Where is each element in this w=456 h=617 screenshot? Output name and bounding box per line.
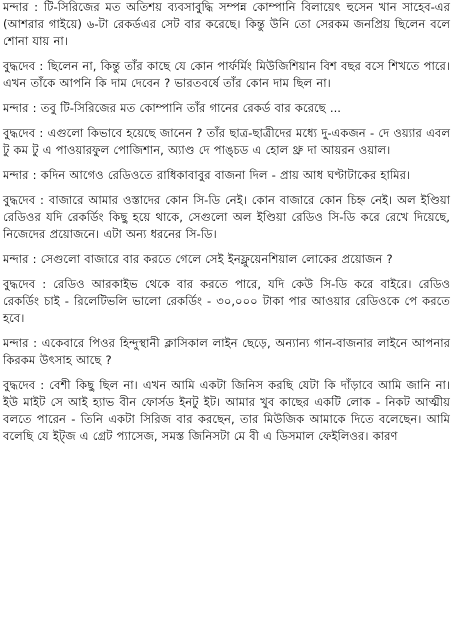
speaker-label: বুদ্ধদেব :: [3, 277, 47, 291]
paragraph-mandar-3: [3, 167, 450, 184]
paragraph-text: বাজারে আমার ওস্তাদের কোন সি-ডি নেই। কোন বাজারে কোন চিহ্ন নেই। অল ইণ্ডিয়া রেডিওর যদি রেকর্ডিং কিছু হয়ে থাকে, সেগুলো অল ইণ্ডিয়া রেডিও সি-ডি করে রেখে দিয়েছে, নিজেদের প্রয়োজনে। এটা অন্য ধরনের সি-ডি।: [3, 193, 451, 241]
paragraph-text: সেগুলো বাজারে বার করতে গেলে সেই ইনফ্লুয়েনশিয়াল লোকের প্রয়োজন ?: [40, 252, 393, 266]
speaker-label: মন্দার :: [3, 336, 38, 350]
paragraph-mandar-4: [3, 251, 450, 268]
paragraph-text: রেডিও আরকাইভ থেকে বার করতে পারে, যদি কেউ সি-ডি করে বাইরে। রেডিও রেকর্ডিং চাই - রিলেটিভলি ভালো রেকর্ডিং - ৩০,০০০ টাকা পার আওয়ার রেডিওকে পে করতে হবে।: [3, 277, 451, 325]
paragraph-text: টি-সিরিজের মত অতিশয় ব্যবসাবুদ্ধি সম্পন্ন কোম্পানি বিলায়েৎ হুসেন খান সাহেব-এর (আশরার গাইয়ে) ৬-টা রেকর্ডএর সেট বার করেছে। কিন্তু উনি তো সেরকম জনপ্রিয় ছিলেন বলে শোনা যায় না।: [3, 0, 450, 48]
paragraph-text: বেশী কিছু ছিল না। এখন আমি একটা জিনিস করছি যেটা কি দাঁড়াবে আমি জানি না। ইউ মাইট সে আই হ্যাভ বীন ফোর্সড ইনটু ইট। আমার খুব কাছের একটি লোক - নিকট আত্মীয় বলতে পারেন - তিনি একটা সিরিজ বার করছেন, তার মিউজিক আমাকে দিতে বলেছেন। আমি বলেছি যে ইট্জ এ গ্রেট প্যাসেজ, সমস্ত জিনিসটা মে বী এ ডিসমাল ফেইলিওর। কারণ: [3, 378, 450, 443]
speaker-label: মন্দার :: [3, 168, 37, 182]
speaker-label: বুদ্ধদেব :: [3, 193, 44, 207]
speaker-label: বুদ্ধদেব :: [3, 378, 45, 392]
paragraph-buddhadev-3: [3, 192, 450, 243]
paragraph-text: কদিন আগেও রেডিওতে রাধিকাবাবুর বাজনা দিল - প্রায় আধ ঘণ্টাটাকের হামির।: [40, 168, 411, 182]
paragraph-mandar-5: [3, 335, 450, 369]
speaker-label: মন্দার :: [3, 0, 39, 14]
paragraph-buddhadev-5: [3, 377, 450, 445]
paragraph-buddhadev-4: [3, 276, 450, 327]
paragraph-buddhadev-1: [3, 58, 450, 92]
paragraph-mandar-1: [3, 0, 450, 50]
paragraph-text: একেবারে পিওর হিন্দুস্থানী ক্লাসিকাল লাইন ছেড়ে, অন্যান্য গান-বাজনার লাইনে আপনার কিরকম উৎসাহ আছে ?: [3, 336, 450, 367]
paragraph-text: তবু টি-সিরিজের মত কোম্পানি তাঁর গানের রেকর্ড বার করেছে ...: [40, 101, 341, 115]
speaker-label: বুদ্ধদেব :: [3, 126, 44, 140]
paragraph-mandar-2: [3, 100, 450, 117]
paragraph-text: এগুলো কিভাবে হয়েছে জানেন ? তাঁর ছাত্র-ছাত্রীদের মধ্যে দু-একজন - দে ওয়্যার এবল টু কম টু এ পাওয়ারফুল পোজিশান, অ্যাণ্ড দে পাঙ্চড এ হোল থ্রু দা আয়রন ওয়াল।: [3, 126, 451, 157]
speaker-label: মন্দার :: [3, 252, 37, 266]
speaker-label: বুদ্ধদেব :: [3, 59, 44, 73]
paragraph-text: ছিলেন না, কিন্তু তাঁর কাছে যে কোন পার্ফর্মিং মিউজিশিয়ান বিশ বছর বসে শিখতে পারে। এখন তাঁকে আপনি কি দাম দেবেন ? ভারতবর্ষে তাঁর কোন দাম ছিল না।: [3, 59, 451, 90]
paragraph-buddhadev-2: [3, 125, 450, 159]
speaker-label: মন্দার :: [3, 101, 37, 115]
